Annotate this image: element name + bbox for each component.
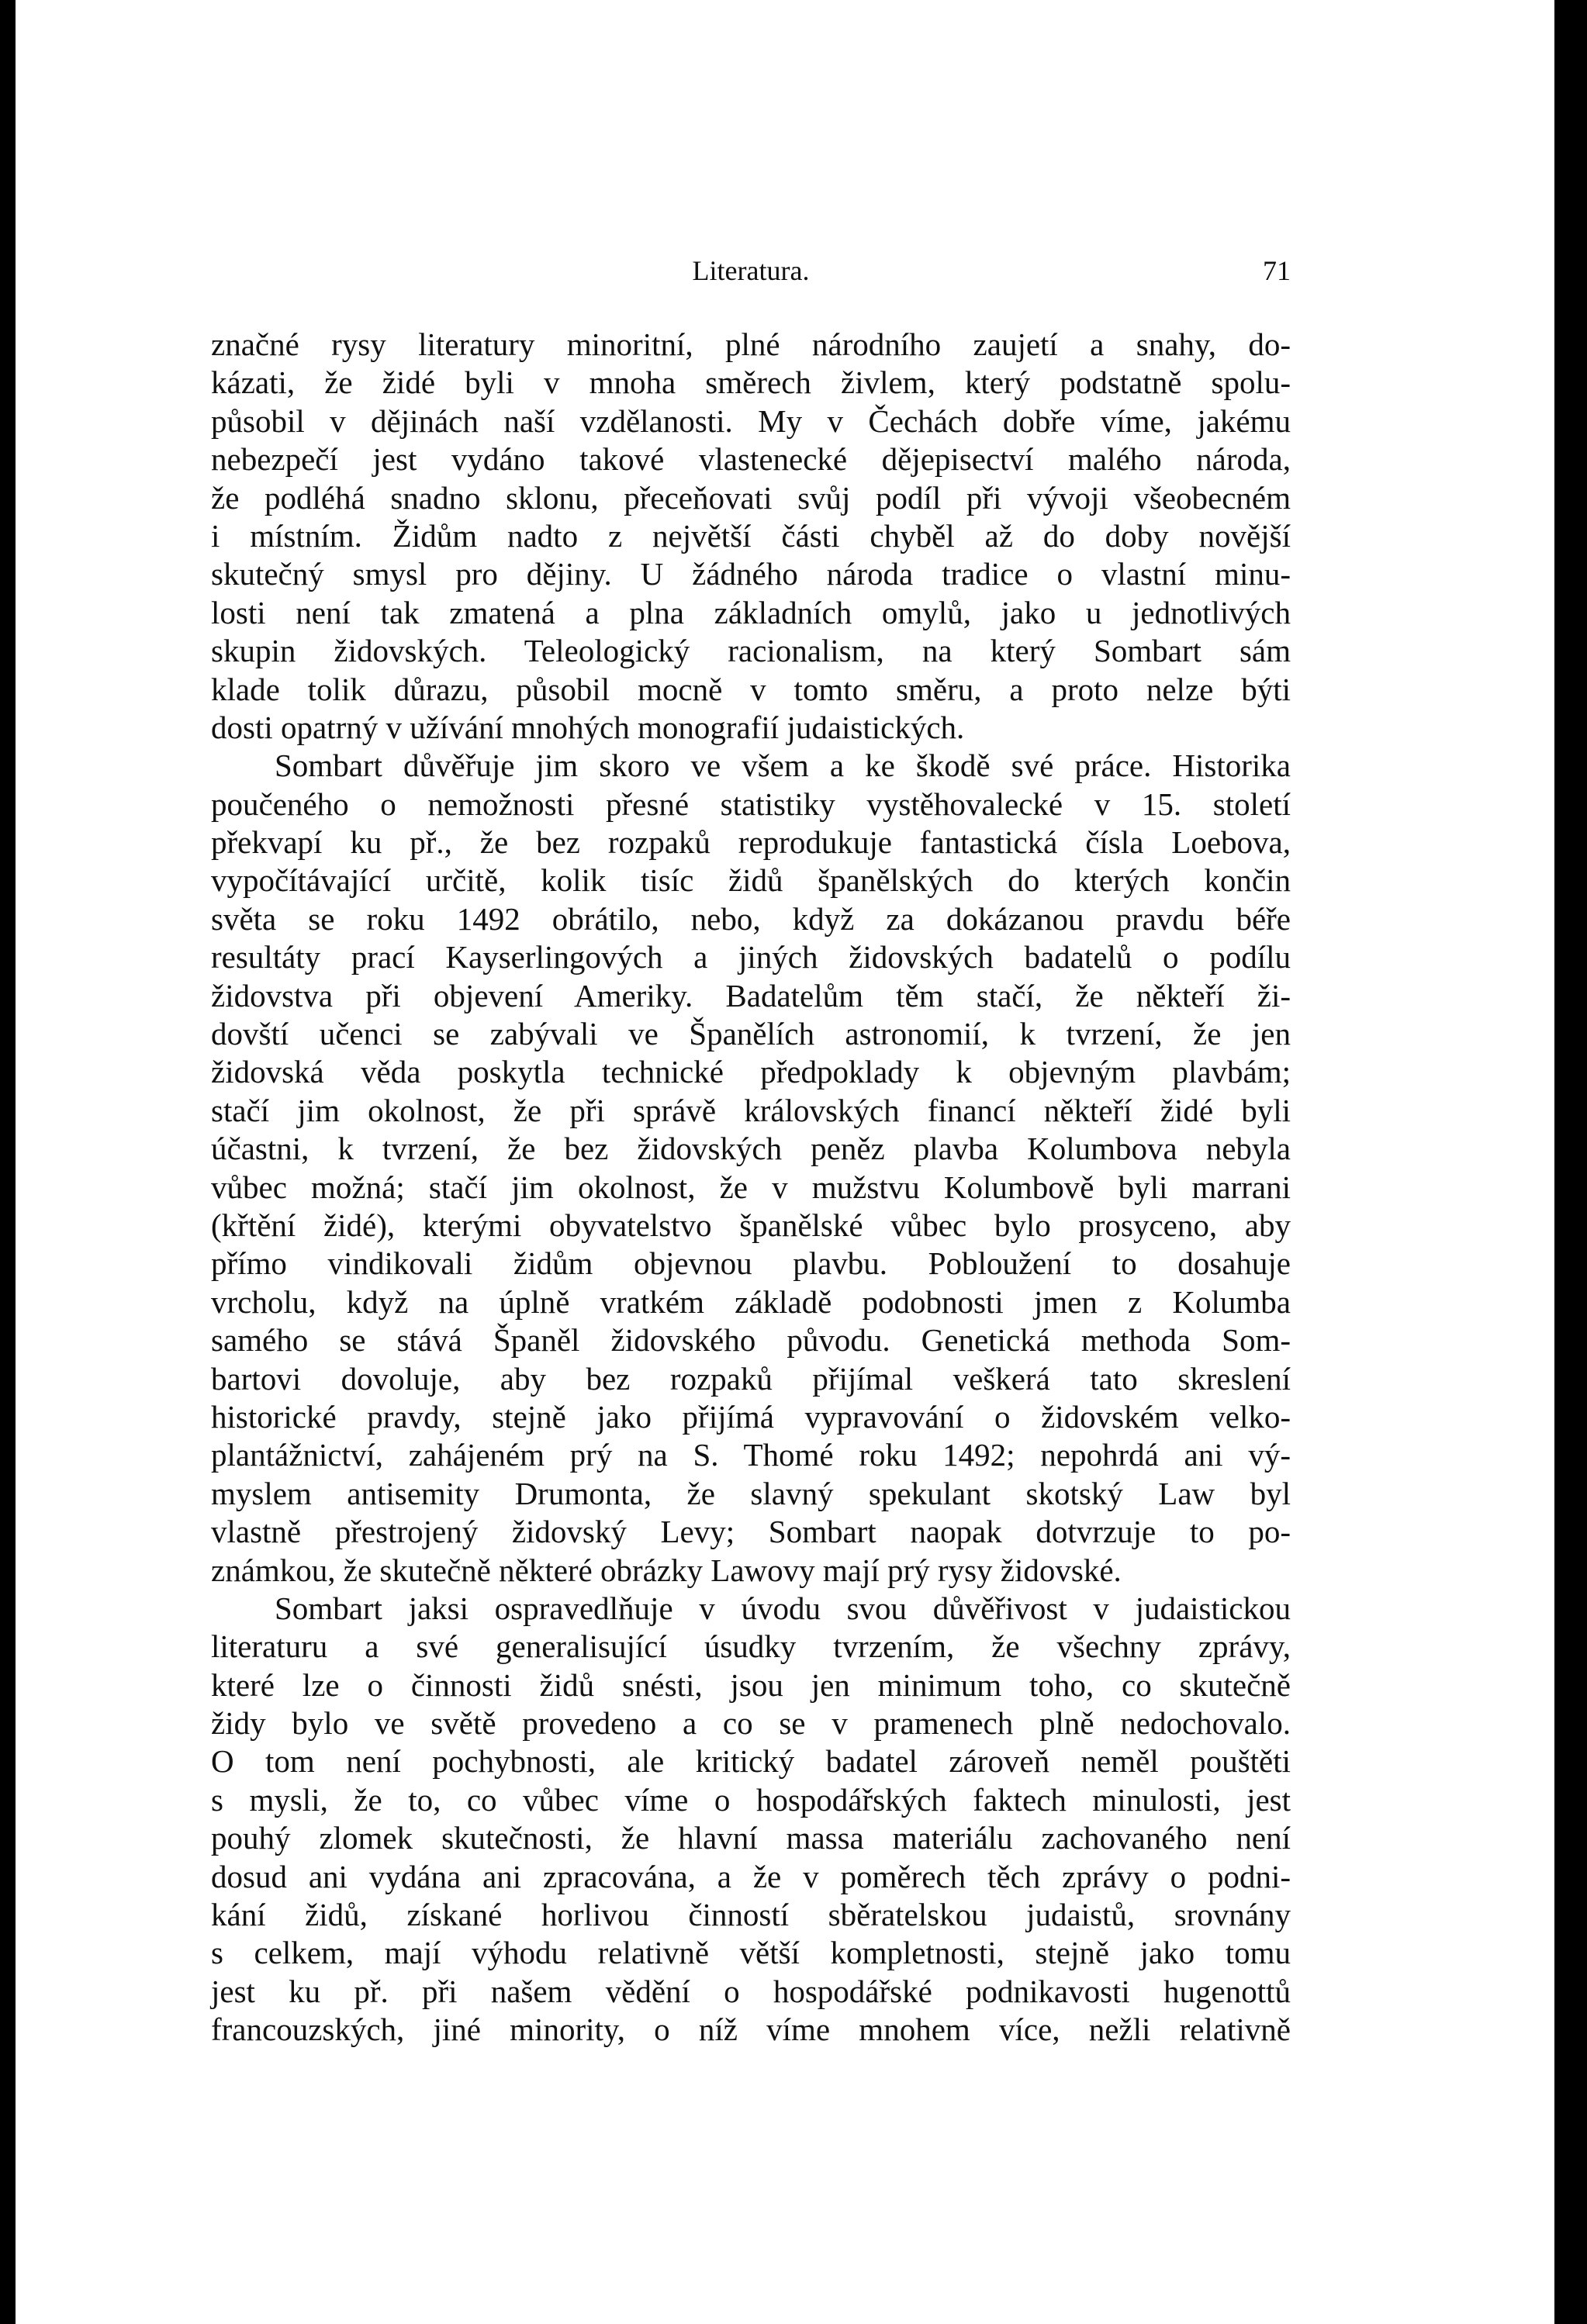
text-line: značné rysy literatury minoritní, plné národního zaujetí a snahy, do- <box>211 326 1291 362</box>
text-line: resultáty prací Kayserlingových a jiných židovských badatelů o podílu <box>211 939 1291 976</box>
text-line: dovští učenci se zabývali ve Španělích astronomií, k tvrzení, že jen <box>211 1016 1291 1052</box>
text-line: židy bylo ve světě provedeno a co se v pramenech plně nedochovalo. <box>211 1705 1291 1742</box>
text-line: francouzských, jiné minority, o níž víme mnohem více, nežli relativně <box>211 2011 1291 2048</box>
text-line: historické pravdy, stejně jako přijímá vypravování o židovském velko- <box>211 1398 1291 1435</box>
text-line: že podléhá snadno sklonu, přeceňovati svůj podíl při vývoji všeobecném <box>211 479 1291 516</box>
text-line: účastni, k tvrzení, že bez židovských peněz plavba Kolumbova nebyla <box>211 1131 1291 1167</box>
text-line: vypočítávající určitě, kolik tisíc židů španělských do kterých končin <box>211 862 1291 899</box>
text-line: vrcholu, když na úplně vratkém základě podobnosti jmen z Kolumba <box>211 1283 1291 1320</box>
text-line: které lze o činnosti židů snésti, jsou jen minimum toho, co skutečně <box>211 1666 1291 1703</box>
text-line: literaturu a své generalisující úsudky tvrzením, že všechny zprávy, <box>211 1628 1291 1665</box>
text-line: skutečný smysl pro dějiny. U žádného národa tradice o vlastní minu- <box>211 556 1291 592</box>
text-line: přímo vindikovali židům objevnou plavbu. Pobloužení to dosahuje <box>211 1245 1291 1282</box>
text-line: i místním. Židům nadto z největší části chyběl až do doby novější <box>211 517 1291 554</box>
running-head <box>211 254 1291 288</box>
book-page <box>16 0 1554 2324</box>
text-line: dosti opatrný v užívání mnohých monografií judaistických. <box>211 709 965 745</box>
text-line: jest ku př. při našem vědění o hospodářské podnikavosti hugenottů <box>211 1973 1291 2009</box>
text-line: židovstva při objevení Ameriky. Badatelům těm stačí, že někteří ži- <box>211 977 1291 1014</box>
text-line: s mysli, že to, co vůbec víme o hospodářských faktech minulosti, jest <box>211 1781 1291 1818</box>
text-line: Sombart důvěřuje jim skoro ve všem a ke škodě své práce. Historika <box>275 748 1291 784</box>
running-title: Literatura. <box>692 255 810 286</box>
text-line: plantážnictví, zahájeném prý na S. Thomé roku 1492; nepohrdá ani vý- <box>211 1437 1291 1473</box>
text-line: působil v dějinách naší vzdělanosti. My v Čechách dobře víme, jakému <box>211 402 1291 439</box>
text-line: O tom není pochybnosti, ale kritický badatel zároveň neměl pouštěti <box>211 1743 1291 1780</box>
text-line: židovská věda poskytla technické předpoklady k objevným plavbám; <box>211 1054 1291 1090</box>
text-line: vlastně přestrojený židovský Levy; Sombart naopak dotvrzuje to po- <box>211 1514 1291 1550</box>
body-text <box>211 326 1291 2049</box>
text-line: s celkem, mají výhodu relativně větší kompletnosti, stejně jako tomu <box>211 1935 1291 1971</box>
text-line: dosud ani vydána ani zpracována, a že v poměrech těch zprávy o podni- <box>211 1858 1291 1894</box>
text-line: myslem antisemity Drumonta, že slavný spekulant skotský Law byl <box>211 1475 1291 1511</box>
text-line: samého se stává Španěl židovského původu. Genetická methoda Som- <box>211 1322 1291 1359</box>
text-line: poučeného o nemožnosti přesné statistiky vystěhovalecké v 15. století <box>211 786 1291 822</box>
text-line: překvapí ku př., že bez rozpaků reprodukuje fantastická čísla Loebova, <box>211 824 1291 861</box>
text-line: pouhý zlomek skutečnosti, že hlavní massa materiálu zachovaného není <box>211 1820 1291 1856</box>
text-line: známkou, že skutečně některé obrázky Lawovy mají prý rysy židovské. <box>211 1552 1122 1588</box>
text-line: stačí jim okolnost, že při správě královských financí někteří židé byli <box>211 1092 1291 1128</box>
text-line: klade tolik důrazu, působil mocně v tomto směru, a proto nelze býti <box>211 671 1291 707</box>
text-line: kání židů, získané horlivou činností sběratelskou judaistů, srovnány <box>211 1897 1291 1933</box>
text-line: Sombart jaksi ospravedlňuje v úvodu svou důvěřivost v judaistickou <box>275 1590 1291 1626</box>
text-line: losti není tak zmatená a plna základních omylů, jako u jednotlivých <box>211 594 1291 630</box>
text-line: nebezpečí jest vydáno takové vlastenecké dějepisectví malého národa, <box>211 441 1291 478</box>
text-line: bartovi dovoluje, aby bez rozpaků přijímal veškerá tato skreslení <box>211 1360 1291 1397</box>
text-line: vůbec možná; stačí jim okolnost, že v mužstvu Kolumbově byli marrani <box>211 1169 1291 1205</box>
text-line: (křtění židé), kterými obyvatelstvo španělské vůbec bylo prosyceno, aby <box>211 1207 1291 1243</box>
page-number: 71 <box>1263 255 1291 286</box>
text-line: skupin židovských. Teleologický racionalism, na který Sombart sám <box>211 633 1291 669</box>
text-line: světa se roku 1492 obrátilo, nebo, když za dokázanou pravdu béře <box>211 900 1291 937</box>
text-line: kázati, že židé byli v mnoha směrech živlem, který podstatně spolu- <box>211 364 1291 401</box>
